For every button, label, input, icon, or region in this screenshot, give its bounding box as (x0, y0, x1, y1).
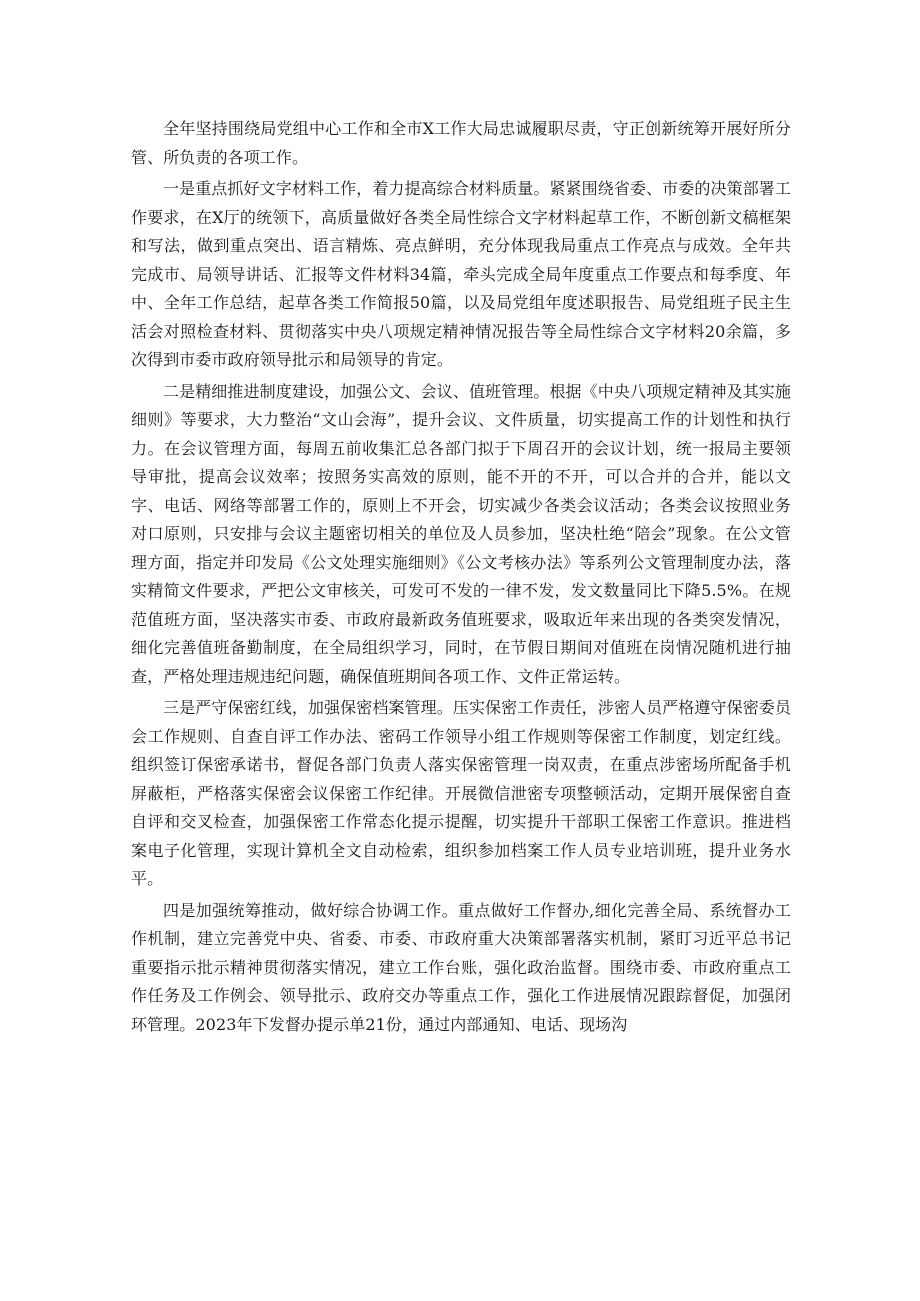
paragraph-coordination: 四是加强统筹推动，做好综合协调工作。重点做好工作督办,细化完善全局、系统督办工作机制，建立完善党中央、省委、市委、市政府重大决策部署落实机制，紧盯习近平总书记重要指示批示精神贯彻落实情况，建立工作台账，强化政治监督。围绕市委、市政府重点工作任务及工作例会、领导批示、政府交办等重点工作，强化工作进展情况跟踪督促，加强闭环管理。2023年下发督办提示单21份，通过内部通知、电话、现场沟 (131, 900, 791, 1034)
document-page (131, 115, 791, 1041)
paragraph-intro: 全年坚持围绕局党组中心工作和全市X工作大局忠诚履职尽责，守正创新统筹开展好所分管、所负责的各项工作。 (131, 119, 791, 167)
paragraph-system-building: 二是精细推进制度建设，加强公文、会议、值班管理。根据《中央八项规定精神及其实施细则》等要求，大力整治“文山会海”，提升会议、文件质量，切实提高工作的计划性和执行力。在会议管理方面，每周五前收集汇总各部门拟于下周召开的会议计划，统一报局主要领导审批，提高会议效率；按照务实高效的原则，能不开的不开，可以合并的合并，能以文字、电话、网络等部署工作的，原则上不开会，切实减少各类会议活动；各类会议按照业务对口原则，只安排与会议主题密切相关的单位及人员参加，坚决杜绝“陪会”现象。在公文管理方面，指定并印发局《公文处理实施细则》《公文考核办法》等系列公文管理制度办法，落实精简文件要求，严把公文审核关，可发可不发的一律不发，发文数量同比下降5.5%。在规范值班方面，坚决落实市委、市政府最新政务值班要求，吸取近年来出现的各类突发情况，细化完善值班备勤制度，在全局组织学习，同时，在节假日期间对值班在岗情况随机进行抽查，严格处理违规违纪问题，确保值班期间各项工作、文件正常运转。 (131, 381, 791, 686)
paragraph-confidentiality: 三是严守保密红线，加强保密档案管理。压实保密工作责任，涉密人员严格遵守保密委员会工作规则、自查自评工作办法、密码工作领导小组工作规则等保密工作制度，划定红线。组织签订保密承诺书，督促各部门负责人落实保密管理一岗双责，在重点涉密场所配备手机屏蔽柜，严格落实保密会议保密工作纪律。开展微信泄密专项整顿活动，定期开展保密自查自评和交叉检查，加强保密工作常态化提示提醒，切实提升干部职工保密工作意识。推进档案电子化管理，实现计算机全文自动检索，组织参加档案工作人员专业培训班，提升业务水平。 (131, 698, 791, 888)
paragraph-writing-materials: 一是重点抓好文字材料工作，着力提高综合材料质量。紧紧围绕省委、市委的决策部署工作要求，在X厅的统领下，高质量做好各类全局性综合文字材料起草工作，不断创新文稿框架和写法，做到重点突出、语言精炼、亮点鲜明，充分体现我局重点工作亮点与成效。全年共完成市、局领导讲话、汇报等文件材料34篇，牵头完成全局年度重点工作要点和每季度、年中、全年工作总结，起草各类工作简报50篇，以及局党组年度述职报告、局党组班子民主生活会对照检查材料、贯彻落实中央八项规定精神情况报告等全局性综合文字材料20余篇，多次得到市委市政府领导批示和局领导的肯定。 (131, 179, 791, 369)
